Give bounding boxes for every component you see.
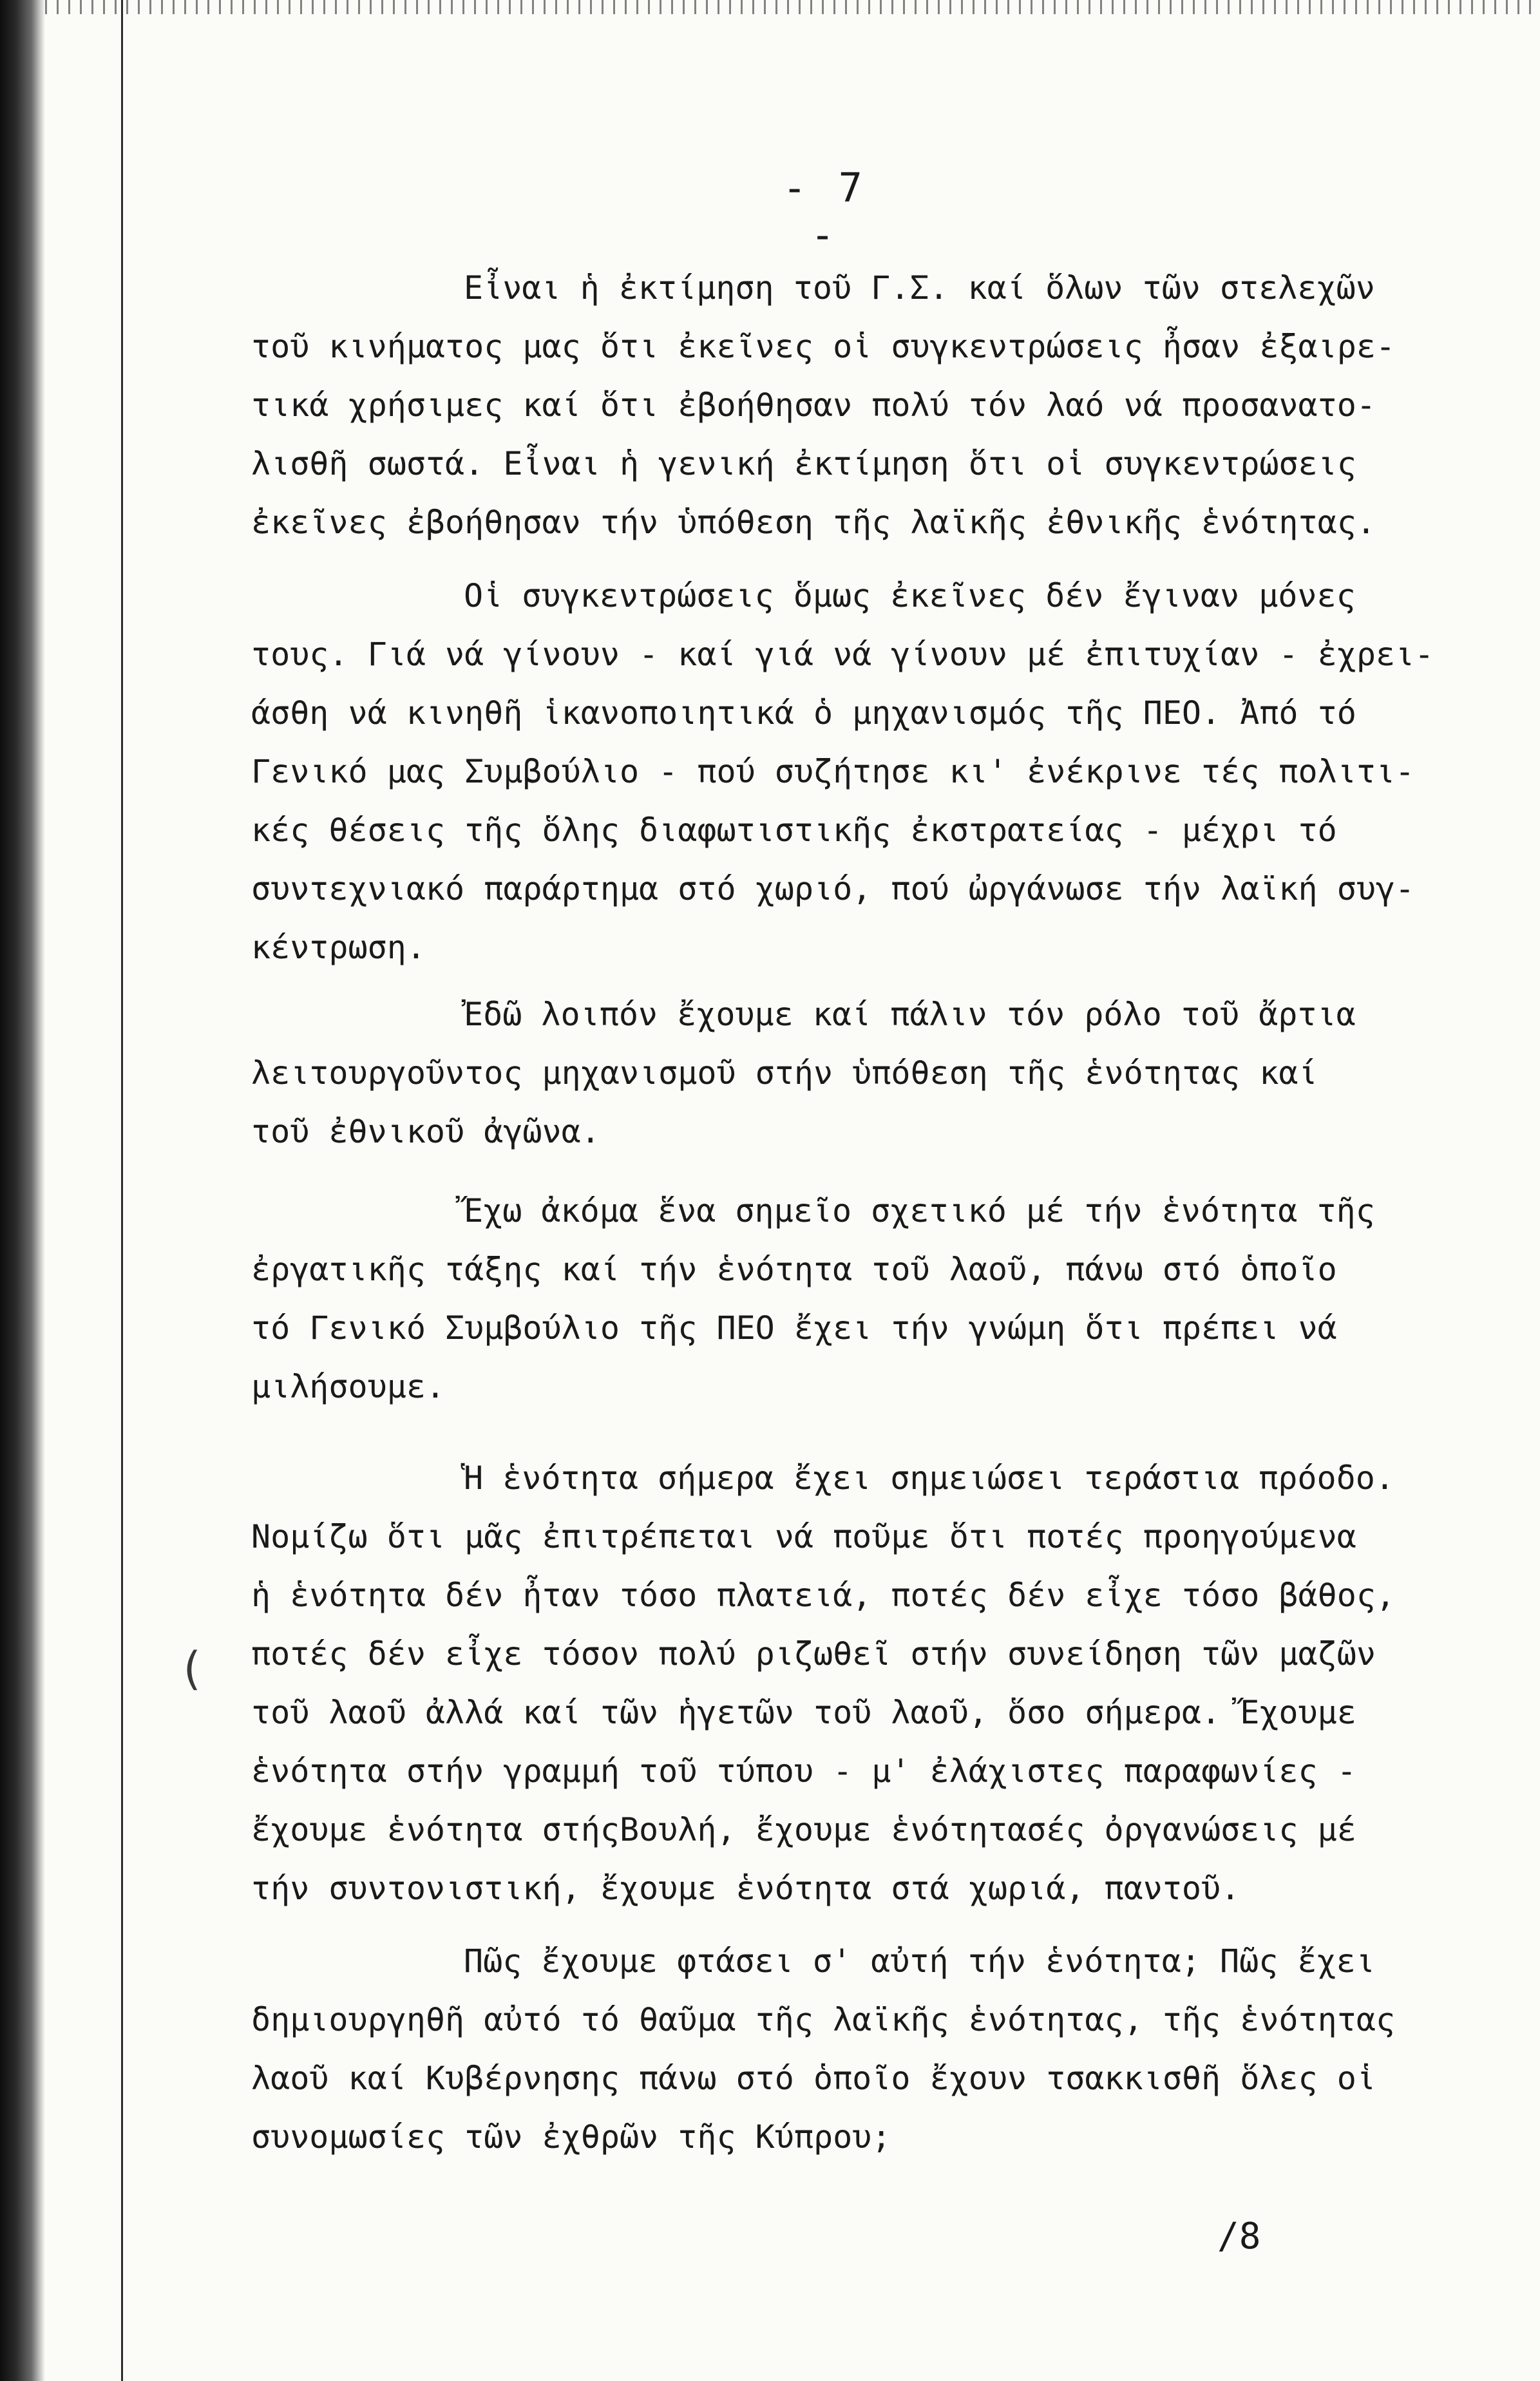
paragraph-6 xyxy=(251,1932,1436,2167)
text-line: λειτουργοῦντος μηχανισμοῦ στήν ὑπόθεση τῆς ἑνότητας καί xyxy=(251,1054,1318,1092)
text-line: μιλήσουμε. xyxy=(251,1368,446,1405)
text-line: τοῦ λαοῦ ἀλλά καί τῶν ἡγετῶν τοῦ λαοῦ, ὅσο σήμερα. Ἔχουμε xyxy=(251,1694,1356,1731)
paragraph-4 xyxy=(251,1182,1436,1416)
text-line: Νομίζω ὅτι μᾶς ἐπιτρέπεται νά ποῦμε ὅτι ποτές προηγούμενα xyxy=(251,1518,1356,1555)
text-line: τοῦ ἐθνικοῦ ἀγῶνα. xyxy=(251,1113,600,1150)
text-line: τικά χρήσιμες καί ὅτι ἐβοήθησαν πολύ τόν λαό νά προσανατο- xyxy=(251,386,1376,424)
text-line: τό Γενικό Συμβούλιο τῆς ΠΕΟ ἔχει τήν γνώμη ὅτι πρέπει νά xyxy=(251,1309,1337,1347)
paragraph-2 xyxy=(251,567,1436,977)
text-line: Ἔχω ἀκόμα ἕνα σημεῖο σχετικό μέ τήν ἑνότητα τῆς xyxy=(464,1192,1375,1229)
margin-mark: ( xyxy=(178,1642,205,1695)
next-page-mark: /8 xyxy=(1217,2215,1261,2257)
text-line: λαοῦ καί Κυβέρνησης πάνω στό ὁποῖο ἔχουν τσακκισθῆ ὅλες οἱ xyxy=(251,2060,1376,2097)
text-line: ποτές δέν εἶχε τόσον πολύ ριζωθεῖ στήν συνείδηση τῶν μαζῶν xyxy=(251,1635,1376,1673)
text-line: κές θέσεις τῆς ὅλης διαφωτιστικῆς ἐκστρατείας - μέχρι τό xyxy=(251,811,1337,849)
text-line: άσθη νά κινηθῆ ἱκανοποιητικά ὁ μηχανισμός τῆς ΠΕΟ. Ἀπό τό xyxy=(251,694,1356,732)
text-line: ἡ ἑνότητα δέν ἦταν τόσο πλατειά, ποτές δέν εἶχε τόσο βάθος, xyxy=(251,1577,1396,1614)
scan-binding-edge xyxy=(0,0,45,2381)
text-line: Ἡ ἑνότητα σήμερα ἔχει σημειώσει τεράστια πρόοδο. xyxy=(464,1459,1394,1497)
text-line: τους. Γιά νά γίνουν - καί γιά νά γίνουν μέ ἐπιτυχίαν - ἐχρει- xyxy=(251,636,1434,673)
text-line: Γενικό μας Συμβούλιο - πού συζήτησε κι' ἐνέκρινε τές πολιτι- xyxy=(251,753,1415,790)
scan-top-noise xyxy=(45,0,1540,14)
text-line: συντεχνιακό παράρτημα στό χωριό, πού ὠργάνωσε τήν λαϊκή συγ- xyxy=(251,870,1415,907)
text-line: ἐργατικῆς τάξης καί τήν ἑνότητα τοῦ λαοῦ, πάνω στό ὁποῖο xyxy=(251,1251,1337,1288)
paragraph-3 xyxy=(251,985,1436,1161)
text-line: συνομωσίες τῶν ἐχθρῶν τῆς Κύπρου; xyxy=(251,2118,891,2156)
text-line: Ἐδῶ λοιπόν ἔχουμε καί πάλιν τόν ρόλο τοῦ ἄρτια xyxy=(464,996,1356,1033)
text-line: κέντρωση. xyxy=(251,929,426,966)
text-line: Πῶς ἔχουμε φτάσει σ' αὐτή τήν ἑνότητα; Πῶς ἔχει xyxy=(464,1942,1375,1980)
text-line: ἑνότητα στήν γραμμή τοῦ τύπου - μ' ἐλάχιστες παραφωνίες - xyxy=(251,1752,1356,1790)
text-line: Οἱ συγκεντρώσεις ὅμως ἐκεῖνες δέν ἔγιναν μόνες xyxy=(464,577,1356,614)
paragraph-1 xyxy=(251,259,1436,552)
text-line: δημιουργηθῆ αὐτό τό θαῦμα τῆς λαϊκῆς ἑνότητας, τῆς ἑνότητας xyxy=(251,2001,1396,2038)
text-line: λισθῆ σωστά. Εἶναι ἡ γενική ἐκτίμηση ὅτι οἱ συγκεντρώσεις xyxy=(251,445,1356,482)
scan-margin-line xyxy=(121,0,123,2381)
paragraph-5 xyxy=(251,1449,1436,1918)
text-line: ἔχουμε ἑνότητα στήςΒουλή, ἔχουμε ἑνότητασ́ες ὀργανώσεις μέ xyxy=(251,1811,1356,1848)
text-line: τήν συντονιστική, ἔχουμε ἑνότητα στά χωριά, παντοῦ. xyxy=(251,1870,1241,1907)
text-line: τοῦ κινήματος μας ὅτι ἐκεῖνες οἱ συγκεντρώσεις ἦσαν ἐξαιρε- xyxy=(251,328,1396,365)
text-line: ἐκεῖνες ἐβοήθησαν τήν ὑπόθεση τῆς λαϊκῆς ἐθνικῆς ἑνότητας. xyxy=(251,504,1376,541)
text-line: Εἶναι ἡ ἐκτίμηση τοῦ Γ.Σ. καί ὅλων τῶν στελεχῶν xyxy=(464,269,1375,307)
page-number: - 7 - xyxy=(783,164,866,258)
